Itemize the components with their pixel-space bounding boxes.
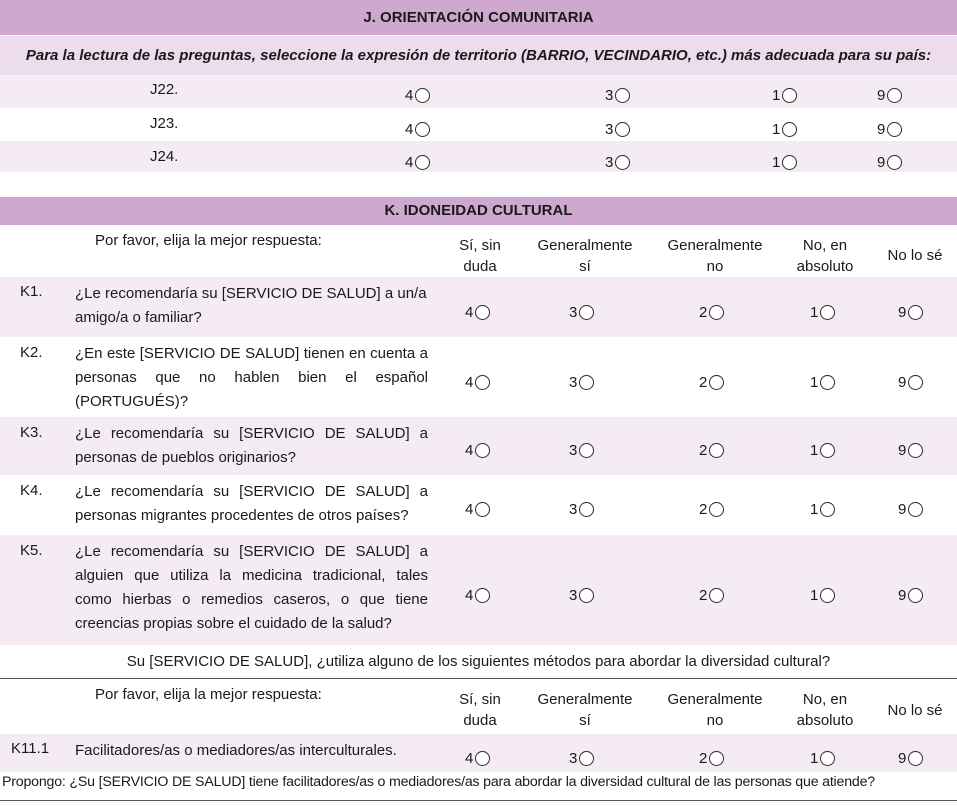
option-3[interactable]: 3 <box>569 304 594 321</box>
k-row <box>0 337 957 417</box>
radio-circle-icon <box>908 588 923 603</box>
option-1[interactable]: 1 <box>772 154 797 171</box>
section-j-title: J. ORIENTACIÓN COMUNITARIA <box>0 0 957 35</box>
radio-circle-icon <box>887 88 902 103</box>
section-k-title: K. IDONEIDAD CULTURAL <box>0 197 957 225</box>
option-1[interactable]: 1 <box>772 121 797 138</box>
option-4[interactable]: 4 <box>405 154 430 171</box>
radio-circle-icon <box>579 751 594 766</box>
option-4[interactable]: 4 <box>405 121 430 138</box>
radio-circle-icon <box>908 375 923 390</box>
radio-circle-icon <box>820 588 835 603</box>
column-header-no-lo-se: No lo sé <box>887 247 943 264</box>
column-header-no-lo-se: No lo sé <box>887 702 943 719</box>
radio-circle-icon <box>579 502 594 517</box>
option-9[interactable]: 9 <box>898 304 923 321</box>
option-2[interactable]: 2 <box>699 501 724 518</box>
radio-circle-icon <box>782 88 797 103</box>
option-3[interactable]: 3 <box>569 750 594 767</box>
column-header-si-sin-duda: Sí, sin duda <box>459 237 501 275</box>
option-9[interactable]: 9 <box>898 374 923 391</box>
question-text: ¿Le recomendaría su [SERVICIO DE SALUD] a personas migrantes procedentes de otros países? <box>75 483 428 524</box>
radio-circle-icon <box>709 375 724 390</box>
question-id: J22. <box>150 81 179 98</box>
option-4[interactable]: 4 <box>405 87 430 104</box>
k-row <box>0 277 957 337</box>
radio-circle-icon <box>709 588 724 603</box>
option-4[interactable]: 4 <box>465 501 490 518</box>
radio-circle-icon <box>415 122 430 137</box>
column-header-generalmente-si: Generalmente sí <box>537 237 633 275</box>
column-header-row <box>0 679 957 734</box>
radio-circle-icon <box>908 443 923 458</box>
option-2[interactable]: 2 <box>699 442 724 459</box>
radio-circle-icon <box>782 155 797 170</box>
question-text: ¿En este [SERVICIO DE SALUD] tienen en cuenta a personas que no hablen bien el español (PORTUGUÉS)? <box>75 345 428 410</box>
question-text: ¿Le recomendaría su [SERVICIO DE SALUD] a personas de pueblos originarios? <box>75 425 428 466</box>
radio-circle-icon <box>709 751 724 766</box>
radio-circle-icon <box>820 305 835 320</box>
j-row <box>0 141 957 172</box>
column-header-generalmente-no: Generalmente no <box>667 237 763 275</box>
option-2[interactable]: 2 <box>699 304 724 321</box>
option-3[interactable]: 3 <box>569 501 594 518</box>
question-text: ¿Le recomendaría su [SERVICIO DE SALUD] a alguien que utiliza la medicina tradicional, tales como hierbas o remedios caseros, o que tiene creencias propias sobre el cuidado de la salud? <box>75 543 428 632</box>
divider <box>0 800 957 801</box>
option-4[interactable]: 4 <box>465 587 490 604</box>
question-id: J23. <box>150 115 179 132</box>
radio-circle-icon <box>415 155 430 170</box>
k-row <box>0 417 957 475</box>
radio-circle-icon <box>820 502 835 517</box>
radio-circle-icon <box>475 443 490 458</box>
radio-circle-icon <box>709 443 724 458</box>
radio-circle-icon <box>820 375 835 390</box>
radio-circle-icon <box>820 751 835 766</box>
option-4[interactable]: 4 <box>465 304 490 321</box>
radio-circle-icon <box>475 502 490 517</box>
option-3[interactable]: 3 <box>569 374 594 391</box>
option-1[interactable]: 1 <box>810 442 835 459</box>
radio-circle-icon <box>579 375 594 390</box>
option-9[interactable]: 9 <box>898 587 923 604</box>
question-id: J24. <box>150 148 179 165</box>
column-header-generalmente-no: Generalmente no <box>667 691 763 729</box>
question-id: K4. <box>20 482 43 499</box>
radio-circle-icon <box>579 305 594 320</box>
question-id: K1. <box>20 283 43 300</box>
option-9[interactable]: 9 <box>898 750 923 767</box>
radio-circle-icon <box>709 502 724 517</box>
radio-circle-icon <box>579 588 594 603</box>
column-header-row <box>0 225 957 277</box>
radio-circle-icon <box>908 305 923 320</box>
option-1[interactable]: 1 <box>810 304 835 321</box>
column-header-si-sin-duda: Sí, sin duda <box>459 691 501 729</box>
k-row <box>0 475 957 535</box>
question-text: Facilitadores/as o mediadores/as interculturales. <box>75 742 397 759</box>
radio-circle-icon <box>579 443 594 458</box>
option-1[interactable]: 1 <box>810 750 835 767</box>
question-text: ¿Le recomendaría su [SERVICIO DE SALUD] a un/a amigo/a o familiar? <box>75 285 427 326</box>
radio-circle-icon <box>709 305 724 320</box>
radio-circle-icon <box>887 122 902 137</box>
option-4[interactable]: 4 <box>465 750 490 767</box>
column-header-no-en-absoluto: No, en absoluto <box>796 237 854 275</box>
radio-circle-icon <box>475 305 490 320</box>
radio-circle-icon <box>615 122 630 137</box>
radio-circle-icon <box>615 88 630 103</box>
radio-circle-icon <box>475 375 490 390</box>
option-9[interactable]: 9 <box>898 501 923 518</box>
option-9[interactable]: 9 <box>877 121 902 138</box>
question-id: K5. <box>20 542 43 559</box>
option-4[interactable]: 4 <box>465 442 490 459</box>
radio-circle-icon <box>475 751 490 766</box>
question-id: K3. <box>20 424 43 441</box>
j-row <box>0 75 957 108</box>
option-3[interactable]: 3 <box>605 121 630 138</box>
column-header-no-en-absoluto: No, en absoluto <box>796 691 854 729</box>
option-3[interactable]: 3 <box>605 154 630 171</box>
instruction-prompt: Por favor, elija la mejor respuesta: <box>95 232 322 249</box>
question-id: K2. <box>20 344 43 361</box>
radio-circle-icon <box>820 443 835 458</box>
option-1[interactable]: 1 <box>772 87 797 104</box>
column-header-generalmente-si: Generalmente sí <box>537 691 633 729</box>
section-j-instruction: Para la lectura de las preguntas, seleccione la expresión de territorio (BARRIO, VECINDARIO, etc.) más adecuada para su país: <box>0 36 957 75</box>
instruction-prompt: Por favor, elija la mejor respuesta: <box>95 686 322 703</box>
option-3[interactable]: 3 <box>569 442 594 459</box>
option-9[interactable]: 9 <box>877 87 902 104</box>
j-row <box>0 108 957 141</box>
option-2[interactable]: 2 <box>699 750 724 767</box>
option-2[interactable]: 2 <box>699 374 724 391</box>
radio-circle-icon <box>475 588 490 603</box>
option-3[interactable]: 3 <box>569 587 594 604</box>
diversity-subheading: Su [SERVICIO DE SALUD], ¿utiliza alguno de los siguientes métodos para abordar la diversidad cultural? <box>126 653 831 670</box>
option-1[interactable]: 1 <box>810 587 835 604</box>
option-9[interactable]: 9 <box>898 442 923 459</box>
radio-circle-icon <box>415 88 430 103</box>
radio-circle-icon <box>908 502 923 517</box>
radio-circle-icon <box>615 155 630 170</box>
k-row <box>0 535 957 645</box>
radio-circle-icon <box>887 155 902 170</box>
option-1[interactable]: 1 <box>810 501 835 518</box>
option-4[interactable]: 4 <box>465 374 490 391</box>
option-2[interactable]: 2 <box>699 587 724 604</box>
radio-circle-icon <box>782 122 797 137</box>
option-1[interactable]: 1 <box>810 374 835 391</box>
proposal-text: Propongo: ¿Su [SERVICIO DE SALUD] tiene facilitadores/as o mediadores/as para abordar la diversidad cultural de las personas que atiende? <box>2 774 875 790</box>
option-3[interactable]: 3 <box>605 87 630 104</box>
question-id: K11.1 <box>11 740 50 757</box>
k-row <box>0 734 957 772</box>
option-9[interactable]: 9 <box>877 154 902 171</box>
radio-circle-icon <box>908 751 923 766</box>
